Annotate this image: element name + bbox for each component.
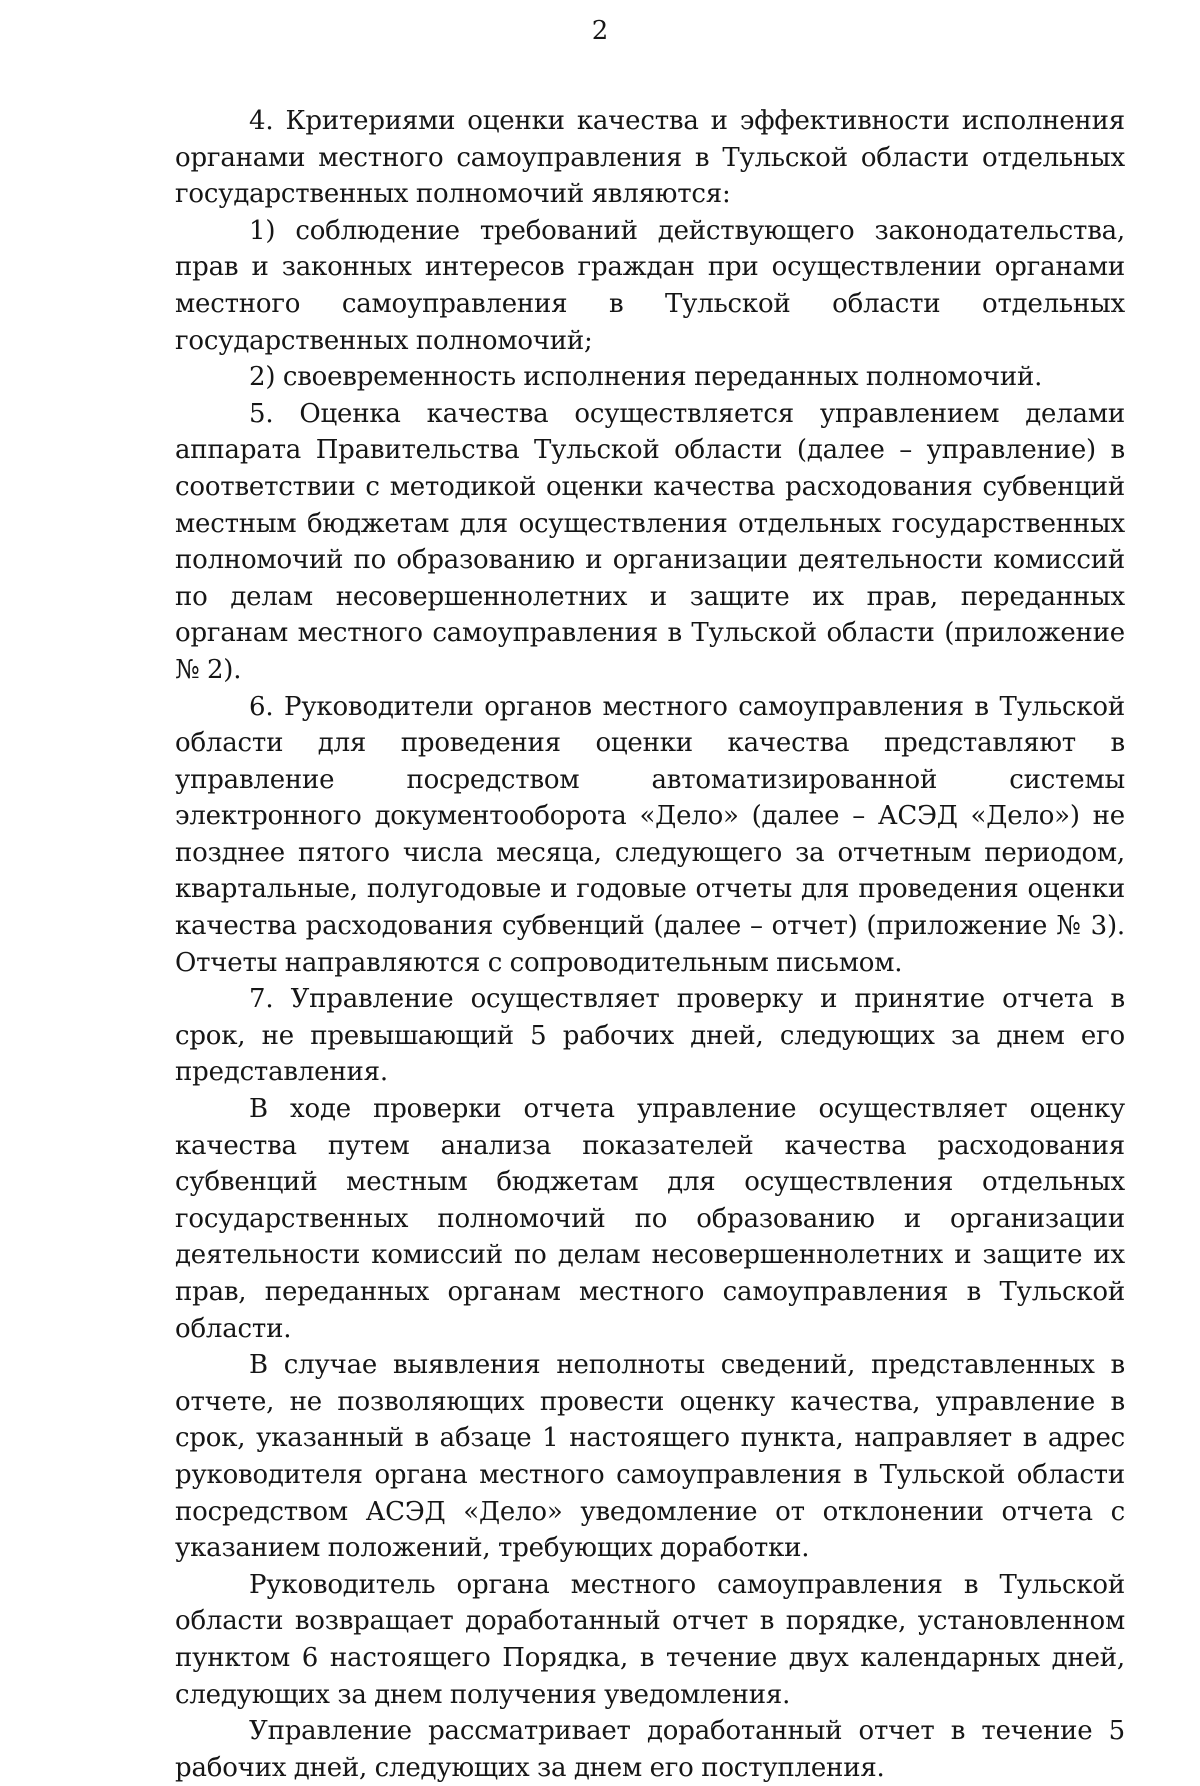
paragraph-incomplete-report: В случае выявления неполноты сведений, представленных в отчете, не позволяющих провести оценку качества, управление в срок, указанный в абзаце 1 настоящего пункта, направляет в адрес руководителя органа местного самоуправления в Тульской области посредством АСЭД «Дело» уведомление от отклонении отчета с указанием положений, требующих доработки. [175,1350,1125,1564]
paragraph-review-report: Управление рассматривает доработанный отчет в течение 5 рабочих дней, следующих за днем его поступления. [175,1716,1125,1783]
paragraph-7-verification: 7. Управление осуществляет проверку и принятие отчета в срок, не превышающий 5 рабочих дней, следующих за днем его представления. [175,984,1125,1088]
paragraph-5-assessment: 5. Оценка качества осуществляется управлением делами аппарата Правительства Тульской области (далее – управление) в соответствии с методикой оценки качества расходования субвенций местным бюджетам для осуществления отдельных государственных полномочий по образованию и организации деятельности комиссий по делам несовершеннолетних и защите их прав, переданных органам местного самоуправления в Тульской области (приложение № 2). [175,398,1125,685]
paragraph-4-criteria: 4. Критериями оценки качества и эффективности исполнения органами местного самоуправления в Тульской области отдельных государственных полномочий являются: [175,106,1125,210]
paragraph-verification-analysis: В ходе проверки отчета управление осуществляет оценку качества путем анализа показателей качества расходования субвенций местным бюджетам для осуществления отдельных государственных полномочий по образованию и организации деятельности комиссий по делам несовершеннолетних и защите их прав, переданных органам местного самоуправления в Тульской области. [175,1094,1125,1344]
paragraph-criterion-1: 1) соблюдение требований действующего законодательства, прав и законных интересов граждан при осуществлении органами местного самоуправления в Тульской области отдельных государственных полномочий; [175,215,1125,356]
page-number: 2 [591,16,609,46]
paragraph-return-report: Руководитель органа местного самоуправления в Тульской области возвращает доработанный отчет в порядке, установленном пунктом 6 настоящего Порядка, в течение двух календарных дней, следующих за днем получения уведомления. [175,1569,1125,1710]
document-body [175,103,1125,1786]
paragraph-6-reports: 6. Руководители органов местного самоуправления в Тульской области для проведения оценки качества представляют в управление посредством автоматизированной системы электронного документооборота «Дело» (далее – АСЭД «Дело») не позднее пятого числа месяца, следующего за отчетным периодом, квартальные, полугодовые и годовые отчеты для проведения оценки качества расходования субвенций (далее – отчет) (приложение № 3). Отчеты направляются с сопроводительным письмом. [175,691,1125,978]
paragraph-criterion-2: 2) своевременность исполнения переданных полномочий. [249,362,1043,393]
